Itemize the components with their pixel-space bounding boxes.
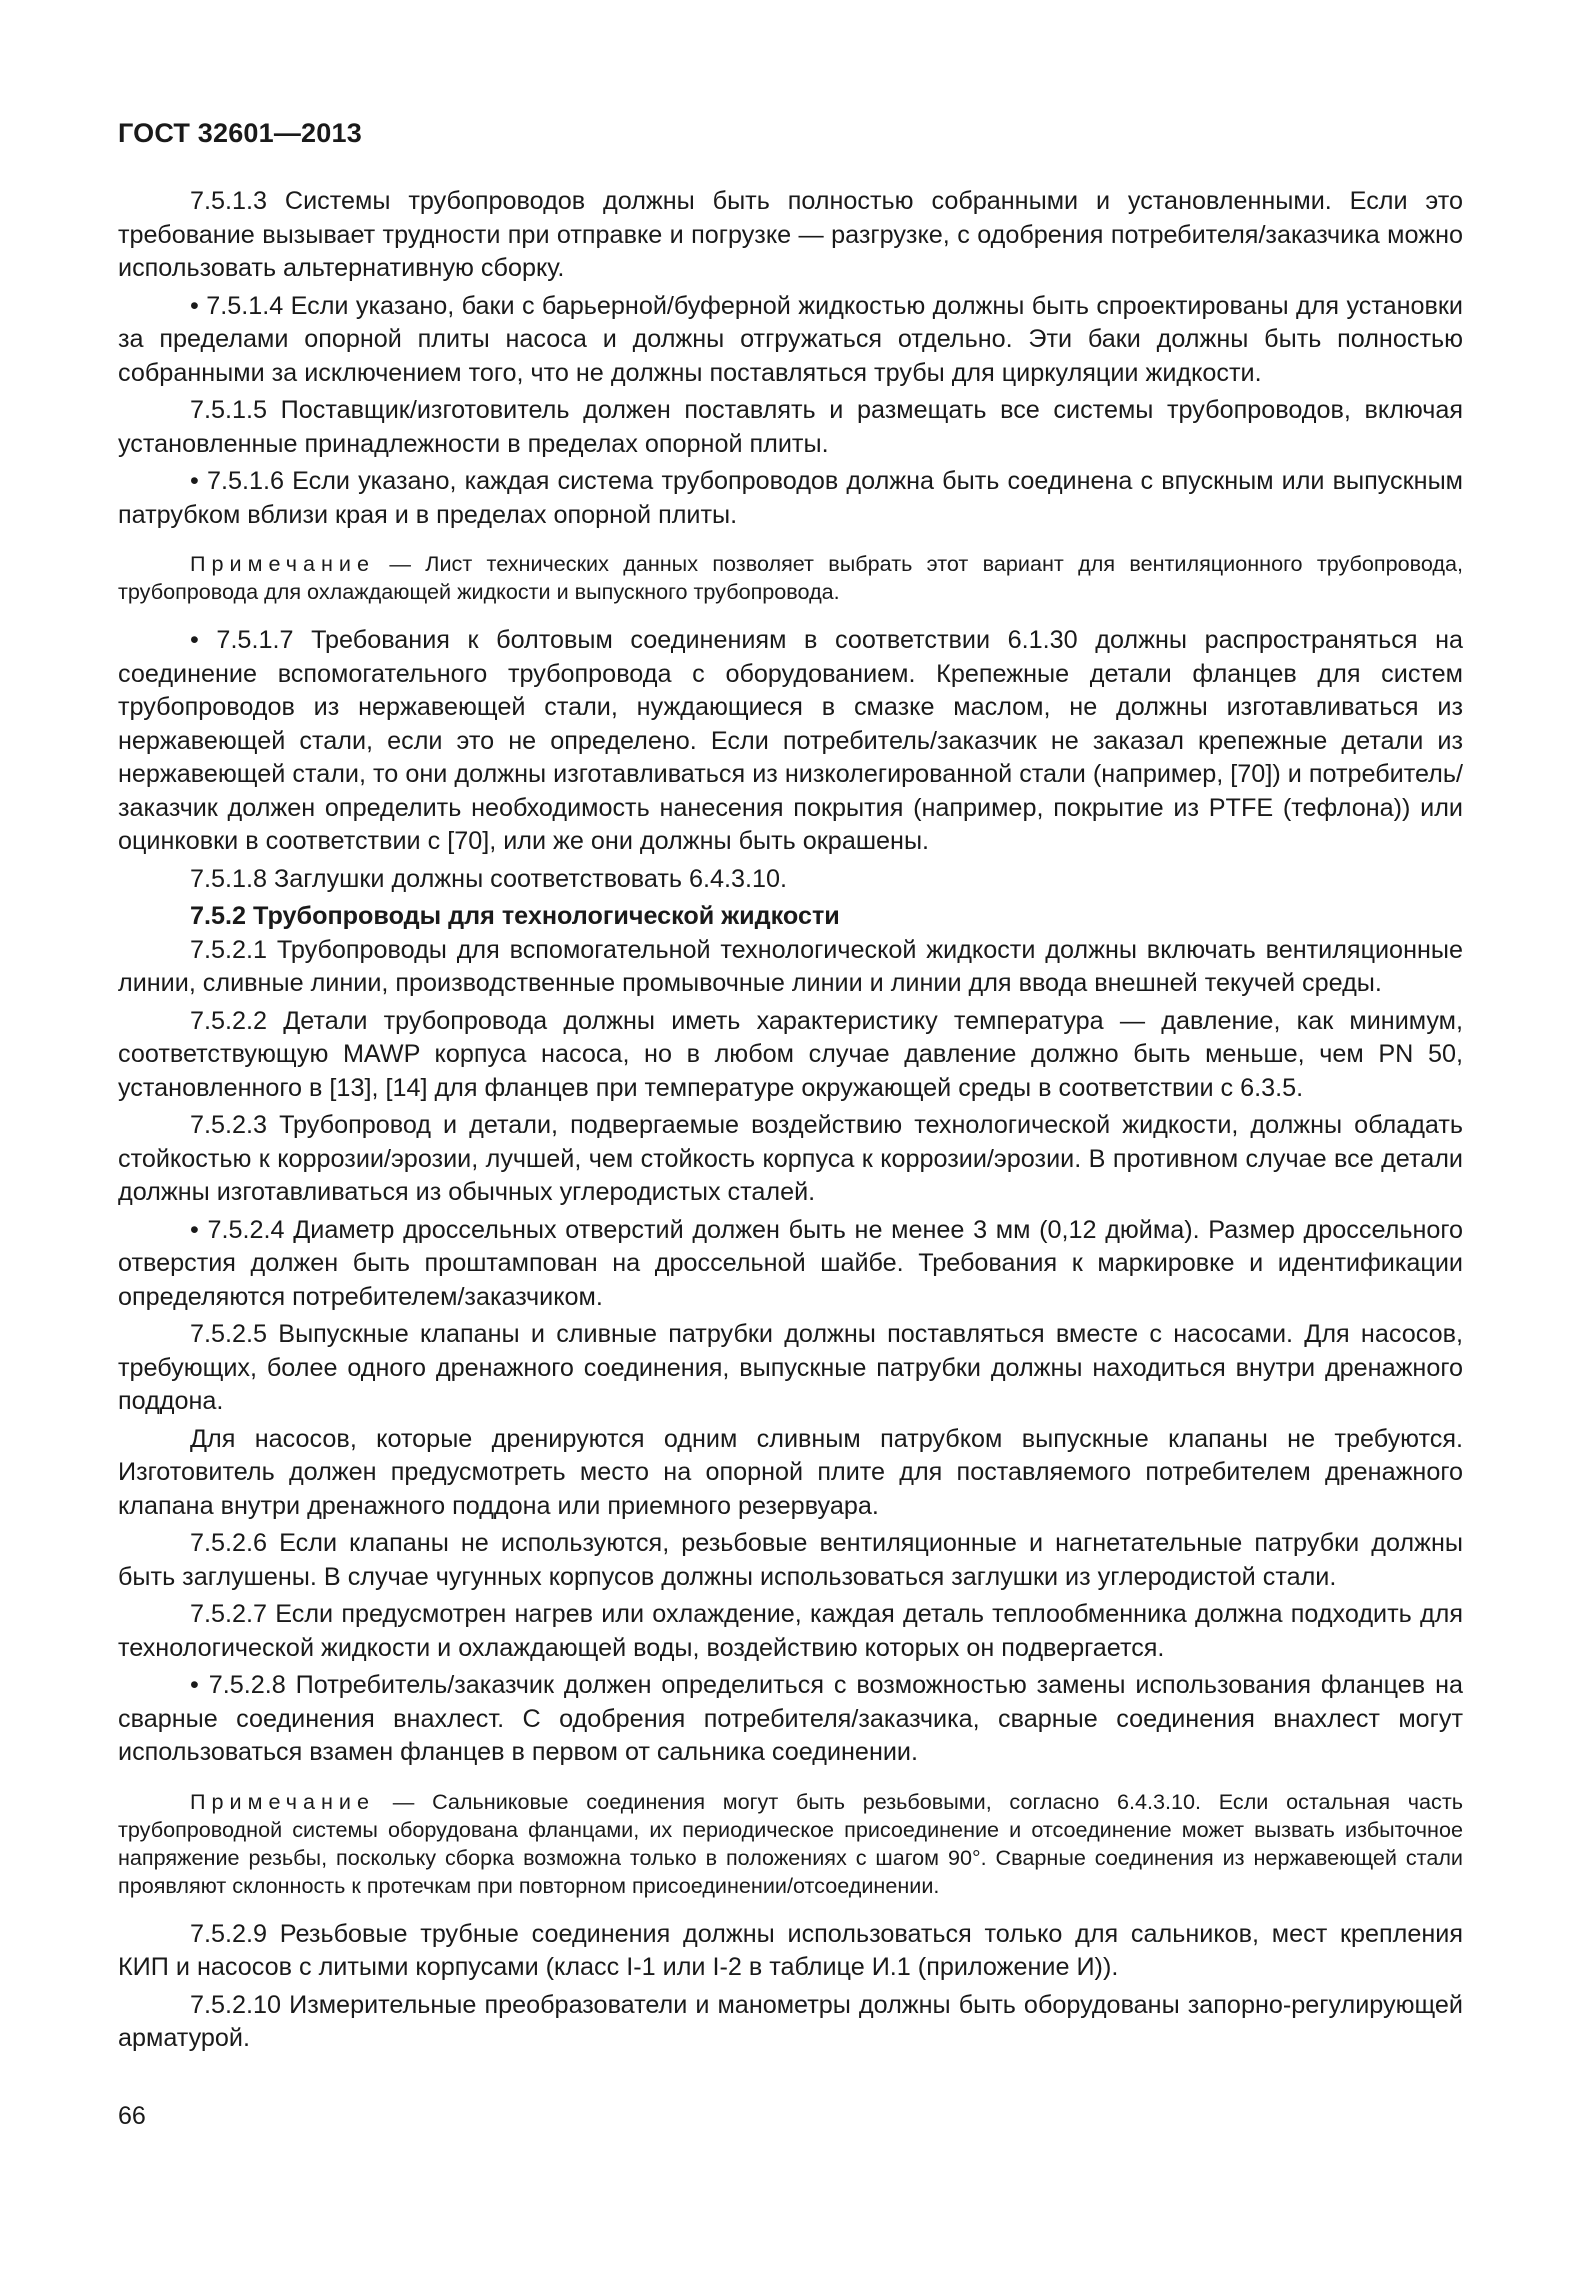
paragraph-drain-valves: Для насосов, которые дренируются одним сливным патрубком выпускные клапаны не требуются. Изготовитель должен предусмотреть место на опорной плите для поставляемого потребителем дренажного клапана внутри дренажного поддона или приемного резервуара. [118,1424,1463,1520]
paragraph-7-5-1-7: • 7.5.1.7 Требования к болтовым соединениям в соответствии 6.1.30 должны распространяться на соединение вспомогательного трубопровода с оборудованием. Крепежные детали фланцев для систем трубопроводов из нержавеющей стали, нуждающиеся в смазке маслом, не должны изготавливаться из нержавеющей стали, если это не определено. Если потребитель/заказчик не заказал крепежные детали из нержавеющей стали, то они должны изготавливаться из низколегированной стали (например, [70]) и потребитель/заказчик должен определить необходимость нанесения покрытия (например, покрытие из PTFE (тефлона)) или оцинковки в соответствии с [70], или же они должны быть окрашены. [118,626,1463,855]
paragraph-7-5-1-4: • 7.5.1.4 Если указано, баки с барьерной/буферной жидкостью должны быть спроектированы для установки за пределами опорной плиты насоса и должны отгружаться отдельно. Эти баки должны быть полностью собранными за исключением того, что не должны поставляться трубы для циркуляции жидкости. [118,291,1463,387]
note-2 [118,1788,1463,1900]
note-label: Примечание [190,1788,375,1814]
paragraph-7-5-2-10: 7.5.2.10 Измерительные преобразователи и манометры должны быть оборудованы запорно-регулирующей арматурой. [118,1990,1463,2052]
note-text: — Лист технических данных позволяет выбрать этот вариант для вентиляционного трубопровода, трубопровода для охлаждающей жидкости и выпускного трубопровода. [118,551,1463,604]
paragraph-7-5-2-8: • 7.5.2.8 Потребитель/заказчик должен определиться с возможностью замены использования фланцев на сварные соединения внахлест. С одобрения потребителя/заказчика, сварные соединения внахлест могут использоваться взамен фланцев в первом от сальника соединении. [118,1671,1463,1766]
note-label: Примечание [190,551,375,576]
paragraph-7-5-2-7: 7.5.2.7 Если предусмотрен нагрев или охлаждение, каждая деталь теплообменника должна подходить для технологической жидкости и охлаждающей воды, воздействию которых он подвергается. [118,1600,1463,1662]
note-1 [118,550,1463,606]
paragraph-7-5-1-8: 7.5.1.8 Заглушки должны соответствовать 6.4.3.10. [190,864,788,893]
paragraph-7-5-1-6: • 7.5.1.6 Если указано, каждая система трубопроводов должна быть соединена с впускным или выпускным патрубком вблизи края и в пределах опорной плиты. [118,467,1463,529]
note-text: — Сальниковые соединения могут быть резьбовыми, согласно 6.4.3.10. Если остальная часть трубопроводной системы оборудована фланцами, их периодическое присоединение и отсоединение может вызвать избыточное напряжение резьбы, поскольку сборка возможна только в положениях с шагом 90°. Сварные соединения из нержавеющей стали проявляют склонность к протечкам при повторном присоединении/отсоединении. [118,1788,1463,1898]
paragraph-7-5-1-5: 7.5.1.5 Поставщик/изготовитель должен поставлять и размещать все системы трубопроводов, включая установленные принадлежности в пределах опорной плиты. [118,396,1463,458]
page-number: 66 [118,2101,146,2130]
paragraph-7-5-2-9: 7.5.2.9 Резьбовые трубные соединения должны использоваться только для сальников, мест крепления КИП и насосов с литыми корпусами (класс I-1 или I-2 в таблице И.1 (приложение И)). [118,1919,1463,1981]
paragraph-7-5-2-6: 7.5.2.6 Если клапаны не используются, резьбовые вентиляционные и нагнетательные патрубки должны быть заглушены. В случае чугунных корпусов должны использоваться заглушки из углеродистой стали. [118,1529,1463,1591]
section-heading: 7.5.2 Трубопроводы для технологической жидкости [190,902,840,930]
paragraph-7-5-2-5: 7.5.2.5 Выпускные клапаны и сливные патрубки должны поставляться вместе с насосами. Для насосов, требующих, более одного дренажного соединения, выпускные патрубки должны находиться внутри дренажного поддона. [118,1320,1463,1415]
paragraph-7-5-2-2: 7.5.2.2 Детали трубопровода должны иметь характеристику температура — давление, как минимум, соответствующую MAWP корпуса насоса, но в любом случае давление должно быть меньше, чем PN 50, установленного в [13], [14] для фланцев при температуре окружающей среды в соответствии с 6.3.5. [118,1006,1463,1102]
paragraph-7-5-1-3: 7.5.1.3 Системы трубопроводов должны быть полностью собранными и установленными. Если это требование вызывает трудности при отправке и погрузке — разгрузке, с одобрения потребителя/заказчика можно использовать альтернативную сборку. [118,187,1463,282]
document-header: ГОСТ 32601—2013 [118,118,362,148]
paragraph-7-5-2-3: 7.5.2.3 Трубопровод и детали, подвергаемые воздействию технологической жидкости, должны обладать стойкостью к коррозии/эрозии, лучшей, чем стойкость корпуса к коррозии/эрозии. В противном случае все детали должны изготавливаться из обычных углеродистых сталей. [118,1111,1463,1206]
paragraph-7-5-2-1: 7.5.2.1 Трубопроводы для вспомогательной технологической жидкости должны включать вентиляционные линии, сливные линии, производственные промывочные линии и линии для ввода внешней текучей среды. [118,935,1463,997]
document-page [118,118,1463,2131]
paragraph-7-5-2-4: • 7.5.2.4 Диаметр дроссельных отверстий должен быть не менее 3 мм (0,12 дюйма). Размер дроссельного отверстия должен быть проштампован на дроссельной шайбе. Требования к маркировке и идентификации определяются потребителем/заказчиком. [118,1215,1463,1311]
